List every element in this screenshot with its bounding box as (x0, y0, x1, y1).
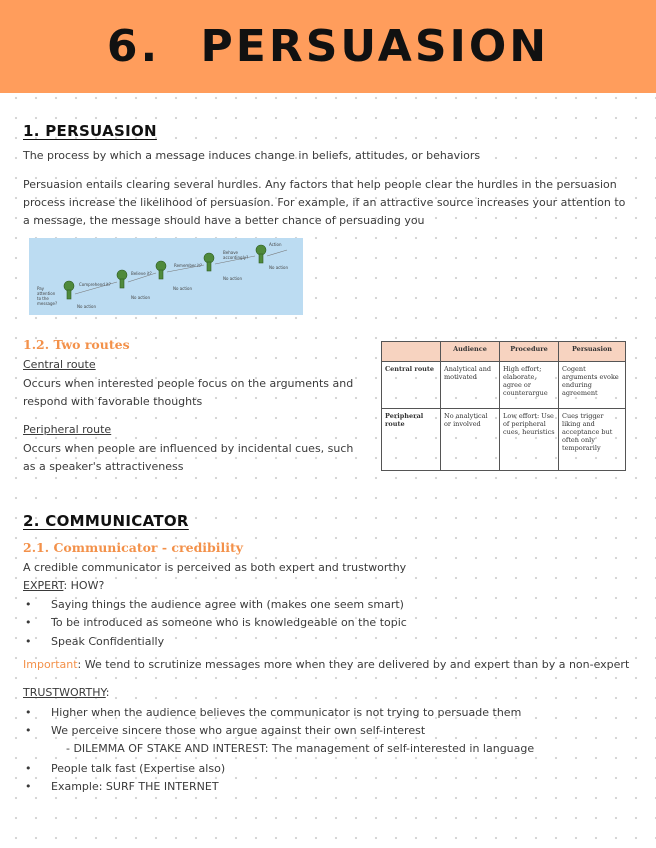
hurdle-figure-1 (64, 281, 74, 299)
label-believe: Believe it? (131, 271, 152, 276)
table-cell: Analytical and motivated (441, 362, 500, 409)
trust-bullet-text: We perceive sincere those who argue against their own self-interest (51, 724, 426, 737)
table-row (382, 409, 626, 471)
label-no-action-3: No action (173, 286, 193, 291)
label-pay-attention-3: to the (37, 296, 49, 301)
page-title: 6. PERSUASION (106, 21, 550, 72)
persuasion-paragraph-line-2: process increase the likelihood of persuasion. For example, if an attractive source increases your attention to (23, 196, 626, 209)
label-action: Action (269, 242, 282, 247)
subsection-heading-two-routes: 1.2. Two routes (23, 337, 130, 352)
trustworthy-colon: : (105, 686, 110, 699)
label-behave-2: accordingly? (223, 255, 249, 260)
table-header-row (382, 342, 626, 362)
table-header-cell: Procedure (500, 342, 559, 362)
trustworthy-label: TRUSTWORTHY (23, 686, 106, 699)
label-behave-1: Behave (223, 250, 239, 255)
table-cell: Cues trigger liking and acceptance but often only temporarily (559, 409, 626, 471)
bullet-dot: • (25, 706, 32, 719)
table-cell: Peripheral route (382, 409, 441, 471)
table-cell: Low effort: Use of peripheral cues, heuristics (500, 409, 559, 471)
bullet-dot: • (25, 598, 32, 611)
persuasion-hurdles-diagram (29, 238, 303, 315)
expert-line (23, 577, 104, 596)
bullet-dot: • (25, 724, 32, 737)
persuasion-definition: The process by which a message induces change in beliefs, attitudes, or behaviors (23, 149, 481, 162)
trust-bullet-text: People talk fast (Expertise also) (51, 762, 226, 775)
hurdle-figure-4 (204, 253, 214, 271)
table-cell: High effort; elaborate, agree or counterargue (500, 362, 559, 409)
peripheral-route-title: Peripheral route (23, 423, 112, 436)
table-cell: Cogent arguments evoke enduring agreement (559, 362, 626, 409)
section-heading-persuasion: 1. PERSUASION (23, 122, 157, 140)
label-pay-attention-2: attention (37, 291, 56, 296)
hurdle-figure-5 (256, 245, 266, 263)
table-header-cell: Audience (441, 342, 500, 362)
label-pay-attention-1: Pay (37, 286, 45, 291)
label-pay-attention-4: message? (37, 301, 58, 306)
table-cell: No analytical or involved (441, 409, 500, 471)
peripheral-route-line-1: Occurs when people are influenced by incidental cues, such (23, 442, 354, 455)
table-header-cell: Persuasion (559, 342, 626, 362)
bullet-dot: • (25, 635, 32, 648)
subsection-heading-credibility: 2.1. Communicator - credibility (23, 540, 244, 555)
peripheral-route-line-2: as a speaker's attractiveness (23, 460, 184, 473)
section-heading-communicator: 2. COMMUNICATOR (23, 512, 189, 530)
trust-bullet-text: Example: SURF THE INTERNET (51, 780, 219, 793)
routes-table (381, 341, 626, 471)
bullet-dot: • (25, 762, 32, 775)
hurdle-figure-2 (117, 270, 127, 288)
central-route-line-2: respond with favorable thoughts (23, 395, 203, 408)
trustworthy-line (23, 684, 109, 703)
dilemma-subpoint: - DILEMMA OF STAKE AND INTEREST: The management of self-interested in language (66, 742, 535, 755)
expert-bullet-text: To be introduced as someone who is knowledgeable on the topic (51, 616, 407, 629)
table-cell: Central route (382, 362, 441, 409)
persuasion-paragraph-line-1: Persuasion entails clearing several hurdles. Any factors that help people clear the hurdles in the persuasion (23, 178, 617, 191)
expert-bullet-text: Speak Confidentially (51, 635, 165, 648)
table-header-cell (382, 342, 441, 362)
central-route-title: Central route (23, 358, 96, 371)
expert-bullet-text: Saying things the audience agree with (makes one seem smart) (51, 598, 404, 611)
important-text: : We tend to scrutinize messages more when they are delivered by and expert than by a non-expert (77, 658, 630, 671)
label-comprehend: Comprehend it? (79, 282, 111, 287)
label-no-action-1: No action (77, 304, 97, 309)
label-remember: Remember it? (174, 263, 203, 268)
label-no-action-2: No action (131, 295, 151, 300)
expert-question: : HOW? (63, 579, 105, 592)
bullet-dot: • (25, 616, 32, 629)
central-route-line-1: Occurs when interested people focus on the arguments and (23, 377, 354, 390)
expert-label: EXPERT (23, 579, 64, 592)
important-label: Important (23, 658, 78, 671)
important-note (23, 656, 629, 675)
bullet-dot: • (25, 780, 32, 793)
trust-bullet-text: Higher when the audience believes the communicator is not trying to persuade them (51, 706, 522, 719)
table-row (382, 362, 626, 409)
title-banner (0, 0, 656, 93)
label-no-action-5: No action (269, 265, 289, 270)
credible-communicator-text: A credible communicator is perceived as both expert and trustworthy (23, 561, 407, 574)
label-no-action-4: No action (223, 276, 243, 281)
persuasion-paragraph-line-3: a message, the message should have a better chance of persuading you (23, 214, 425, 227)
hurdle-figure-3 (156, 261, 166, 279)
